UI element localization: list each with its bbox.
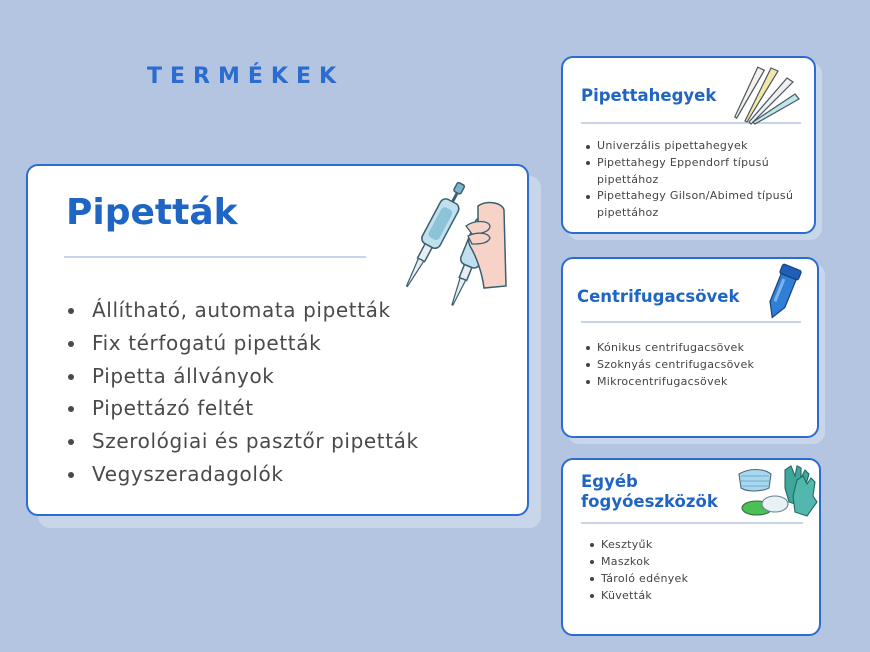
tips-list <box>585 138 805 222</box>
list-item: Pipetta állványok <box>66 360 419 393</box>
centrifuge-tube-icon <box>756 263 806 326</box>
other-title: Egyéb fogyóeszközök <box>581 472 718 511</box>
centrifuge-list <box>585 339 805 390</box>
list-item: Tároló edények <box>589 570 799 587</box>
list-item: Szoknyás centrifugacsövek <box>585 356 805 373</box>
list-item: Küvetták <box>589 587 799 604</box>
list-item: Vegyszeradagolók <box>66 458 419 491</box>
pipette-hand-icon <box>386 176 516 311</box>
centrifuge-card <box>561 257 819 438</box>
list-item: Pipettahegy Eppendorf típusú pipettához <box>585 155 805 189</box>
pipettes-divider <box>64 256 366 258</box>
other-list <box>589 536 799 604</box>
list-item: Maszkok <box>589 553 799 570</box>
pipette-tips-icon <box>733 64 805 131</box>
pipettes-title: Pipetták <box>66 192 238 233</box>
list-item: Mikrocentrifugacsövek <box>585 373 805 390</box>
list-item: Kesztyűk <box>589 536 799 553</box>
pipettes-card <box>26 164 529 516</box>
list-item: Univerzális pipettahegyek <box>585 138 805 155</box>
gloves-mask-dish-icon <box>735 462 819 527</box>
pipettes-list <box>66 294 419 491</box>
list-item: Fix térfogatú pipetták <box>66 327 419 360</box>
list-item: Állítható, automata pipetták <box>66 294 419 327</box>
section-heading: TERMÉKEK <box>147 64 345 89</box>
list-item: Kónikus centrifugacsövek <box>585 339 805 356</box>
other-consumables-card <box>561 458 821 636</box>
tips-card <box>561 56 816 234</box>
centrifuge-title: Centrifugacsövek <box>577 287 740 306</box>
tips-title: Pipettahegyek <box>581 86 717 105</box>
list-item: Szerológiai és pasztőr pipetták <box>66 425 419 458</box>
list-item: Pipettahegy Gilson/Abimed típusú pipettához <box>585 188 805 222</box>
list-item: Pipettázó feltét <box>66 392 419 425</box>
